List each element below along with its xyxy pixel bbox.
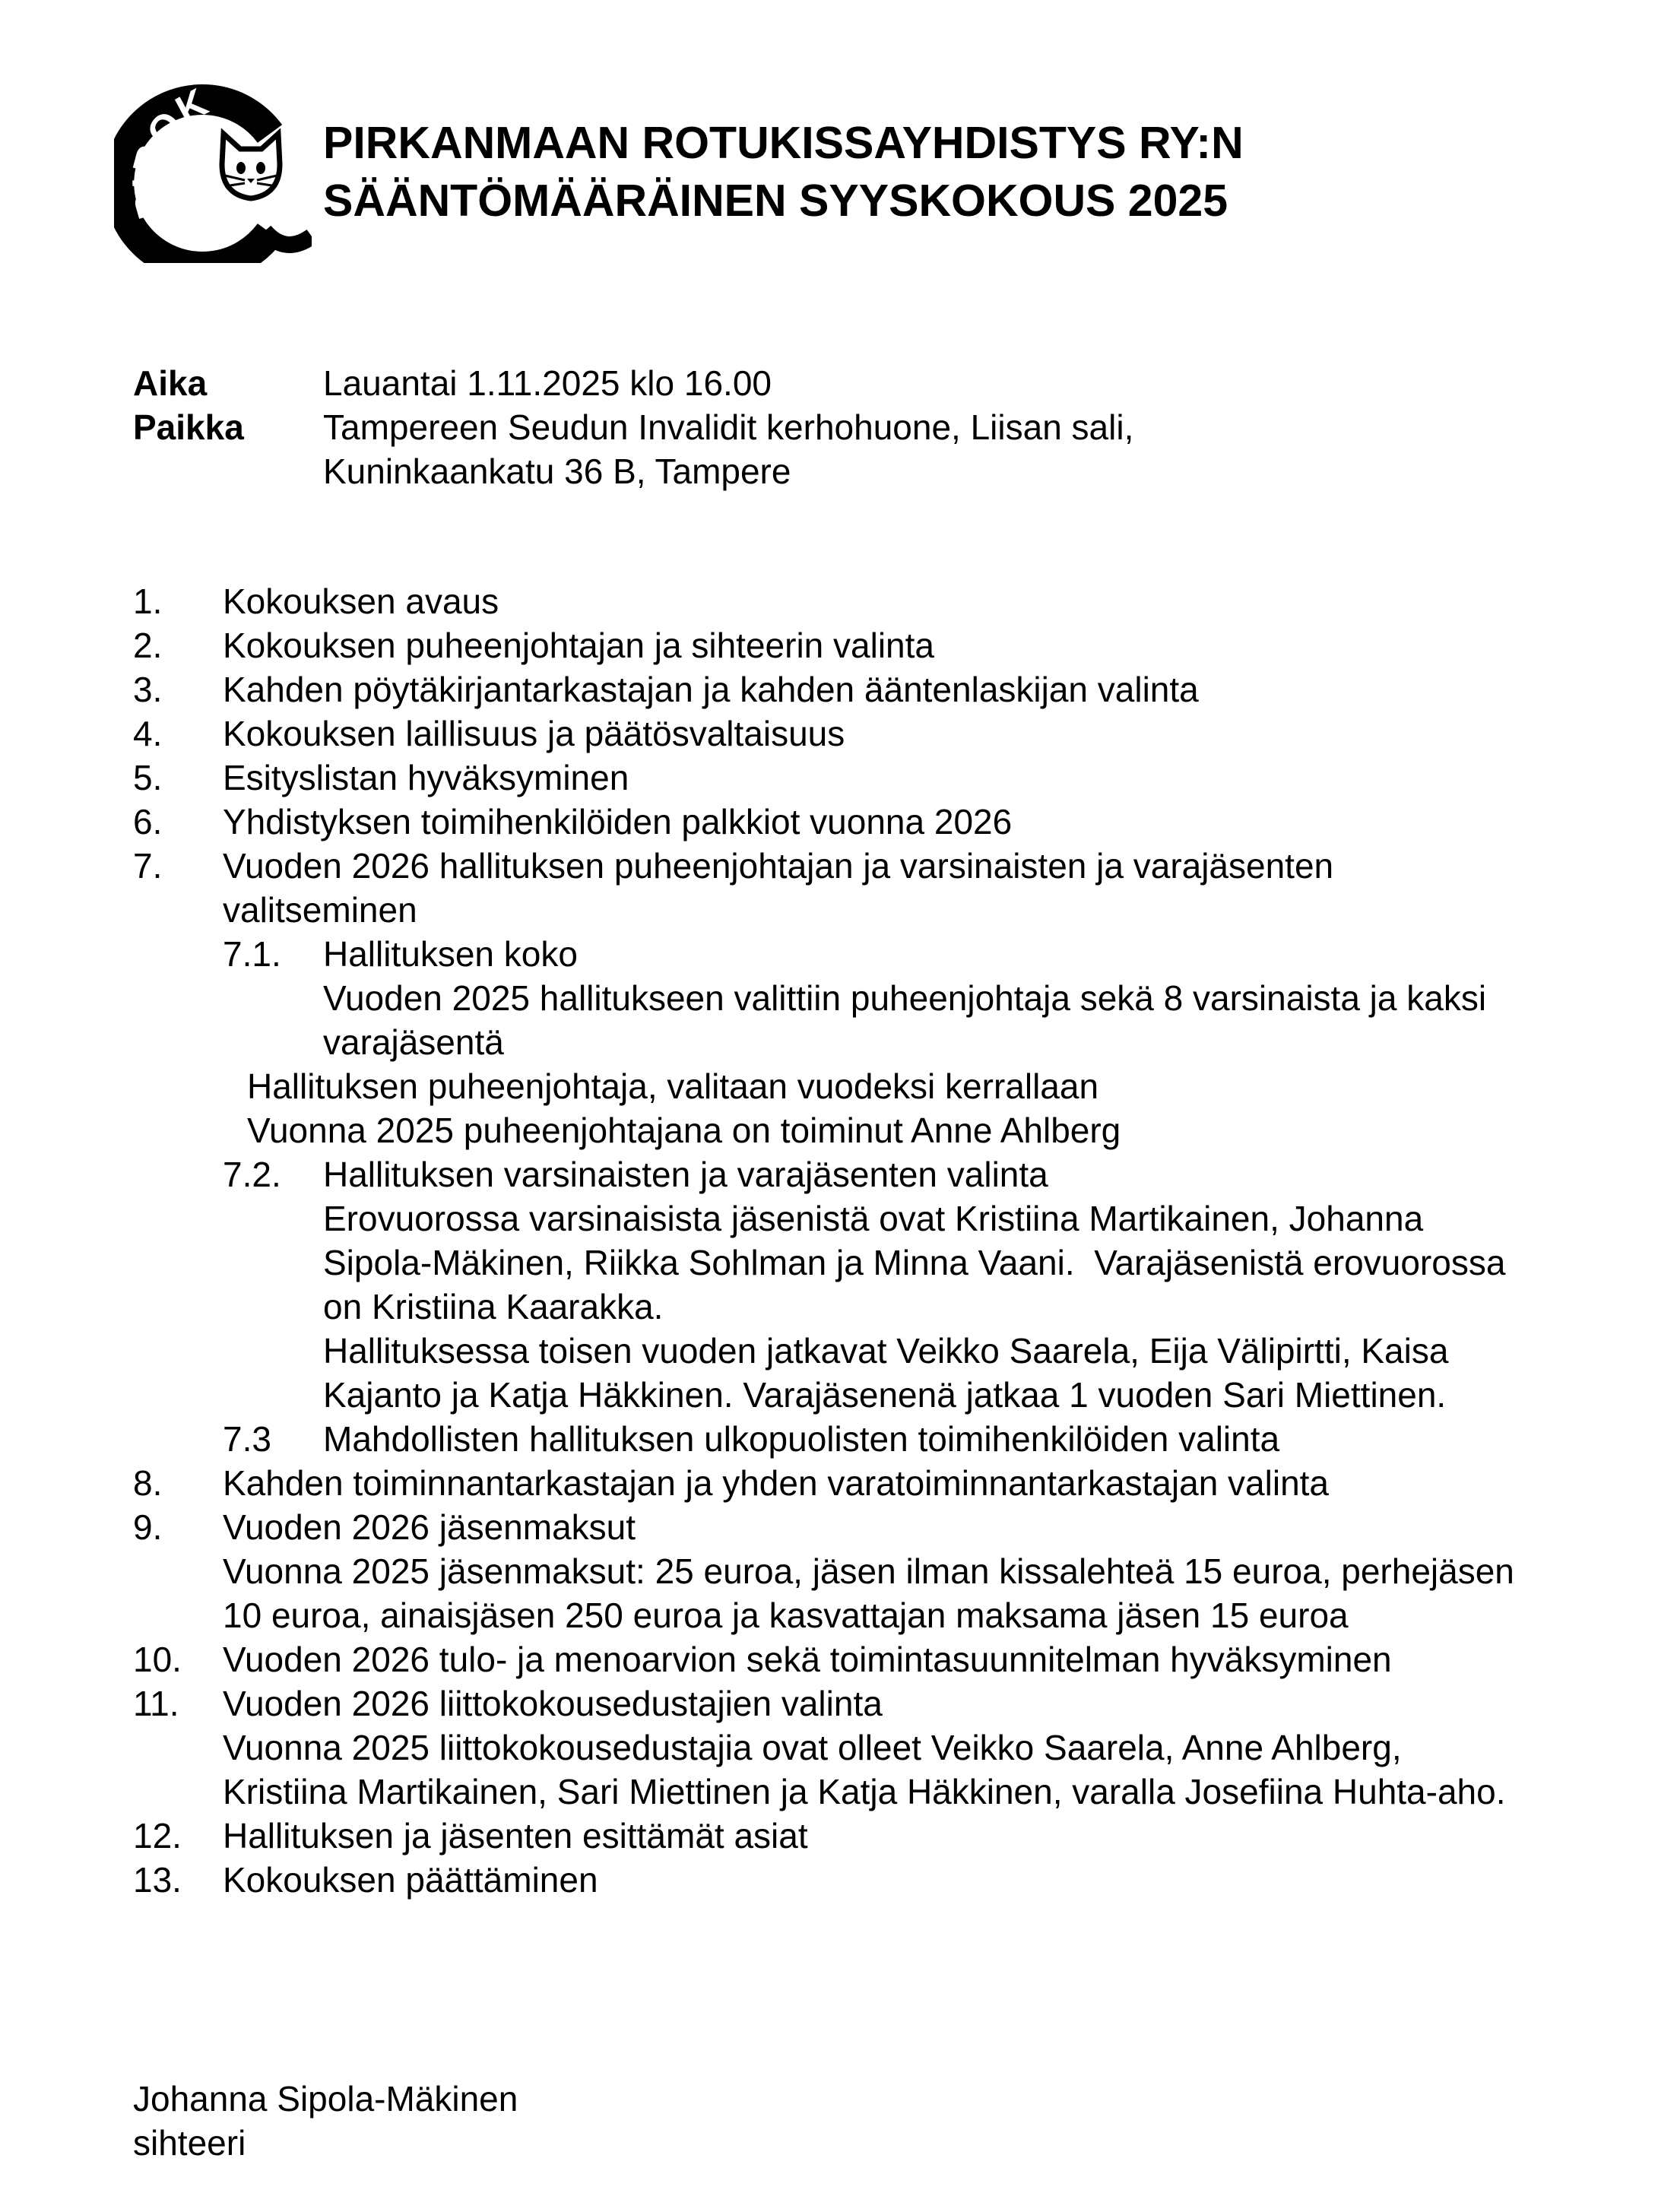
item-number: 9. [133, 1507, 163, 1547]
signature-block [133, 2077, 518, 2165]
subitem-line [0, 1373, 1658, 1417]
place-label: Paikka [133, 407, 244, 447]
item-number: 8. [133, 1463, 163, 1503]
item-number: 12. [133, 1816, 182, 1855]
item-number: 2. [133, 626, 163, 665]
agenda-item [0, 579, 1658, 623]
signer-name: Johanna Sipola-Mäkinen [133, 2079, 518, 2119]
item-text: Vuoden 2026 tulo- ja menoarvion sekä toimintasuunnitelman hyväksyminen [223, 1640, 1392, 1679]
item-text: Kokouksen laillisuus ja päätösvaltaisuus [223, 714, 845, 753]
subitem-text: Kajanto ja Katja Häkkinen. Varajäsenenä jatkaa 1 vuoden Sari Miettinen. [323, 1375, 1447, 1415]
item-text: Hallituksen ja jäsenten esittämät asiat [223, 1816, 808, 1855]
agenda-item [0, 844, 1658, 888]
agenda-item [0, 711, 1658, 756]
item-text: 10 euroa, ainaisjäsen 250 euroa ja kasvattajan maksama jäsen 15 euroa [223, 1596, 1349, 1635]
agenda-item-continuation [0, 888, 1658, 932]
item-number: 11. [133, 1684, 179, 1723]
subitem-note [0, 1108, 1658, 1152]
agenda-subitem [0, 1152, 1658, 1196]
item-number: 10. [133, 1640, 182, 1679]
agenda-item [0, 1637, 1658, 1681]
agenda-item [0, 1814, 1658, 1858]
agenda-item-continuation [0, 1593, 1658, 1637]
item-text: Kokouksen avaus [223, 582, 499, 621]
item-number: 5. [133, 758, 163, 797]
subitem-text: Sipola-Mäkinen, Riikka Sohlman ja Minna Vaani. Varajäsenistä erovuorossa [323, 1243, 1506, 1282]
subitem-text: Hallituksessa toisen vuoden jatkavat Veikko Saarela, Eija Välipirtti, Kaisa [323, 1331, 1449, 1371]
subitem-line [0, 1241, 1658, 1285]
subitem-line [0, 976, 1658, 1020]
item-number: 1. [133, 582, 163, 621]
subitem-note [0, 1064, 1658, 1108]
agenda-item [0, 1858, 1658, 1902]
subitem-line [0, 1196, 1658, 1241]
item-text: Kahden toiminnantarkastajan ja yhden varatoiminnantarkastajan valinta [223, 1463, 1330, 1503]
item-text: Vuonna 2025 liittokokousedustajia ovat olleet Veikko Saarela, Anne Ahlberg, [223, 1728, 1402, 1767]
item-text: Vuoden 2026 hallituksen puheenjohtajan ja varsinaisten ja varajäsenten [223, 846, 1334, 886]
subitem-text: varajäsentä [323, 1022, 504, 1062]
agenda-item [0, 800, 1658, 844]
agenda-item [0, 1461, 1658, 1505]
agenda-item-continuation [0, 1770, 1658, 1814]
item-text: valitseminen [223, 890, 417, 930]
logo-text: PIROK [125, 81, 215, 224]
item-text: Kahden pöytäkirjantarkastajan ja kahden ääntenlaskijan valinta [223, 670, 1199, 709]
item-text: Vuonna 2025 jäsenmaksut: 25 euroa, jäsen ilman kissalehteä 15 euroa, perhejäsen [223, 1551, 1514, 1591]
item-number: 7. [133, 846, 163, 886]
organization-logo [114, 81, 312, 263]
subitem-title: Mahdollisten hallituksen ulkopuolisten toimihenkilöiden valinta [323, 1419, 1280, 1459]
item-number: 6. [133, 802, 163, 841]
subitem-text: Vuoden 2025 hallitukseen valittiin puheenjohtaja sekä 8 varsinaista ja kaksi [323, 978, 1487, 1018]
agenda-item [0, 1681, 1658, 1726]
agenda-item-continuation [0, 1549, 1658, 1593]
subitem-title: Hallituksen koko [323, 934, 578, 974]
item-text: Vuoden 2026 jäsenmaksut [223, 1507, 636, 1547]
agenda-subitem [0, 1417, 1658, 1461]
item-text: Vuoden 2026 liittokokousedustajien valinta [223, 1684, 883, 1723]
subitem-title: Hallituksen varsinaisten ja varajäsenten valinta [323, 1155, 1048, 1194]
item-number: 4. [133, 714, 163, 753]
agenda-item-continuation [0, 1726, 1658, 1770]
item-text: Kokouksen puheenjohtajan ja sihteerin valinta [223, 626, 934, 665]
title-line-2: SÄÄNTÖMÄÄRÄINEN SYYSKOKOUS 2025 [323, 176, 1228, 226]
agenda-item [0, 1505, 1658, 1549]
agenda-item [0, 623, 1658, 667]
subitem-number: 7.2. [223, 1155, 281, 1194]
subitem-line [0, 1329, 1658, 1373]
document-title [323, 114, 1244, 230]
agenda-list [0, 579, 1658, 1902]
signer-role: sihteeri [133, 2123, 246, 2163]
item-text: Yhdistyksen toimihenkilöiden palkkiot vuonna 2026 [223, 802, 1013, 841]
time-value: Lauantai 1.11.2025 klo 16.00 [323, 363, 772, 403]
subitem-text: Erovuorossa varsinaisista jäsenistä ovat Kristiina Martikainen, Johanna [323, 1199, 1424, 1238]
subitem-text: on Kristiina Kaarakka. [323, 1287, 664, 1326]
agenda-subitem [0, 932, 1658, 976]
time-label: Aika [133, 363, 208, 403]
subitem-line [0, 1285, 1658, 1329]
agenda-item [0, 667, 1658, 711]
title-line-1: PIRKANMAAN ROTUKISSAYHDISTYS RY:N [323, 118, 1244, 168]
subitem-line [0, 1020, 1658, 1064]
place-line-1: Tampereen Seudun Invalidit kerhohuone, Liisan sali, [323, 407, 1134, 447]
place-line-2: Kuninkaankatu 36 B, Tampere [323, 452, 791, 491]
item-number: 13. [133, 1860, 182, 1900]
subitem-number: 7.1. [223, 934, 281, 974]
item-number: 3. [133, 670, 163, 709]
agenda-item [0, 756, 1658, 800]
note-text: Vuonna 2025 puheenjohtajana on toiminut Anne Ahlberg [247, 1111, 1121, 1150]
item-text: Esityslistan hyväksyminen [223, 758, 629, 797]
note-text: Hallituksen puheenjohtaja, valitaan vuodeksi kerrallaan [247, 1066, 1099, 1106]
item-text: Kristiina Martikainen, Sari Miettinen ja Katja Häkkinen, varalla Josefiina Huhta-aho. [223, 1772, 1506, 1811]
item-text: Kokouksen päättäminen [223, 1860, 598, 1900]
subitem-number: 7.3 [223, 1419, 271, 1459]
